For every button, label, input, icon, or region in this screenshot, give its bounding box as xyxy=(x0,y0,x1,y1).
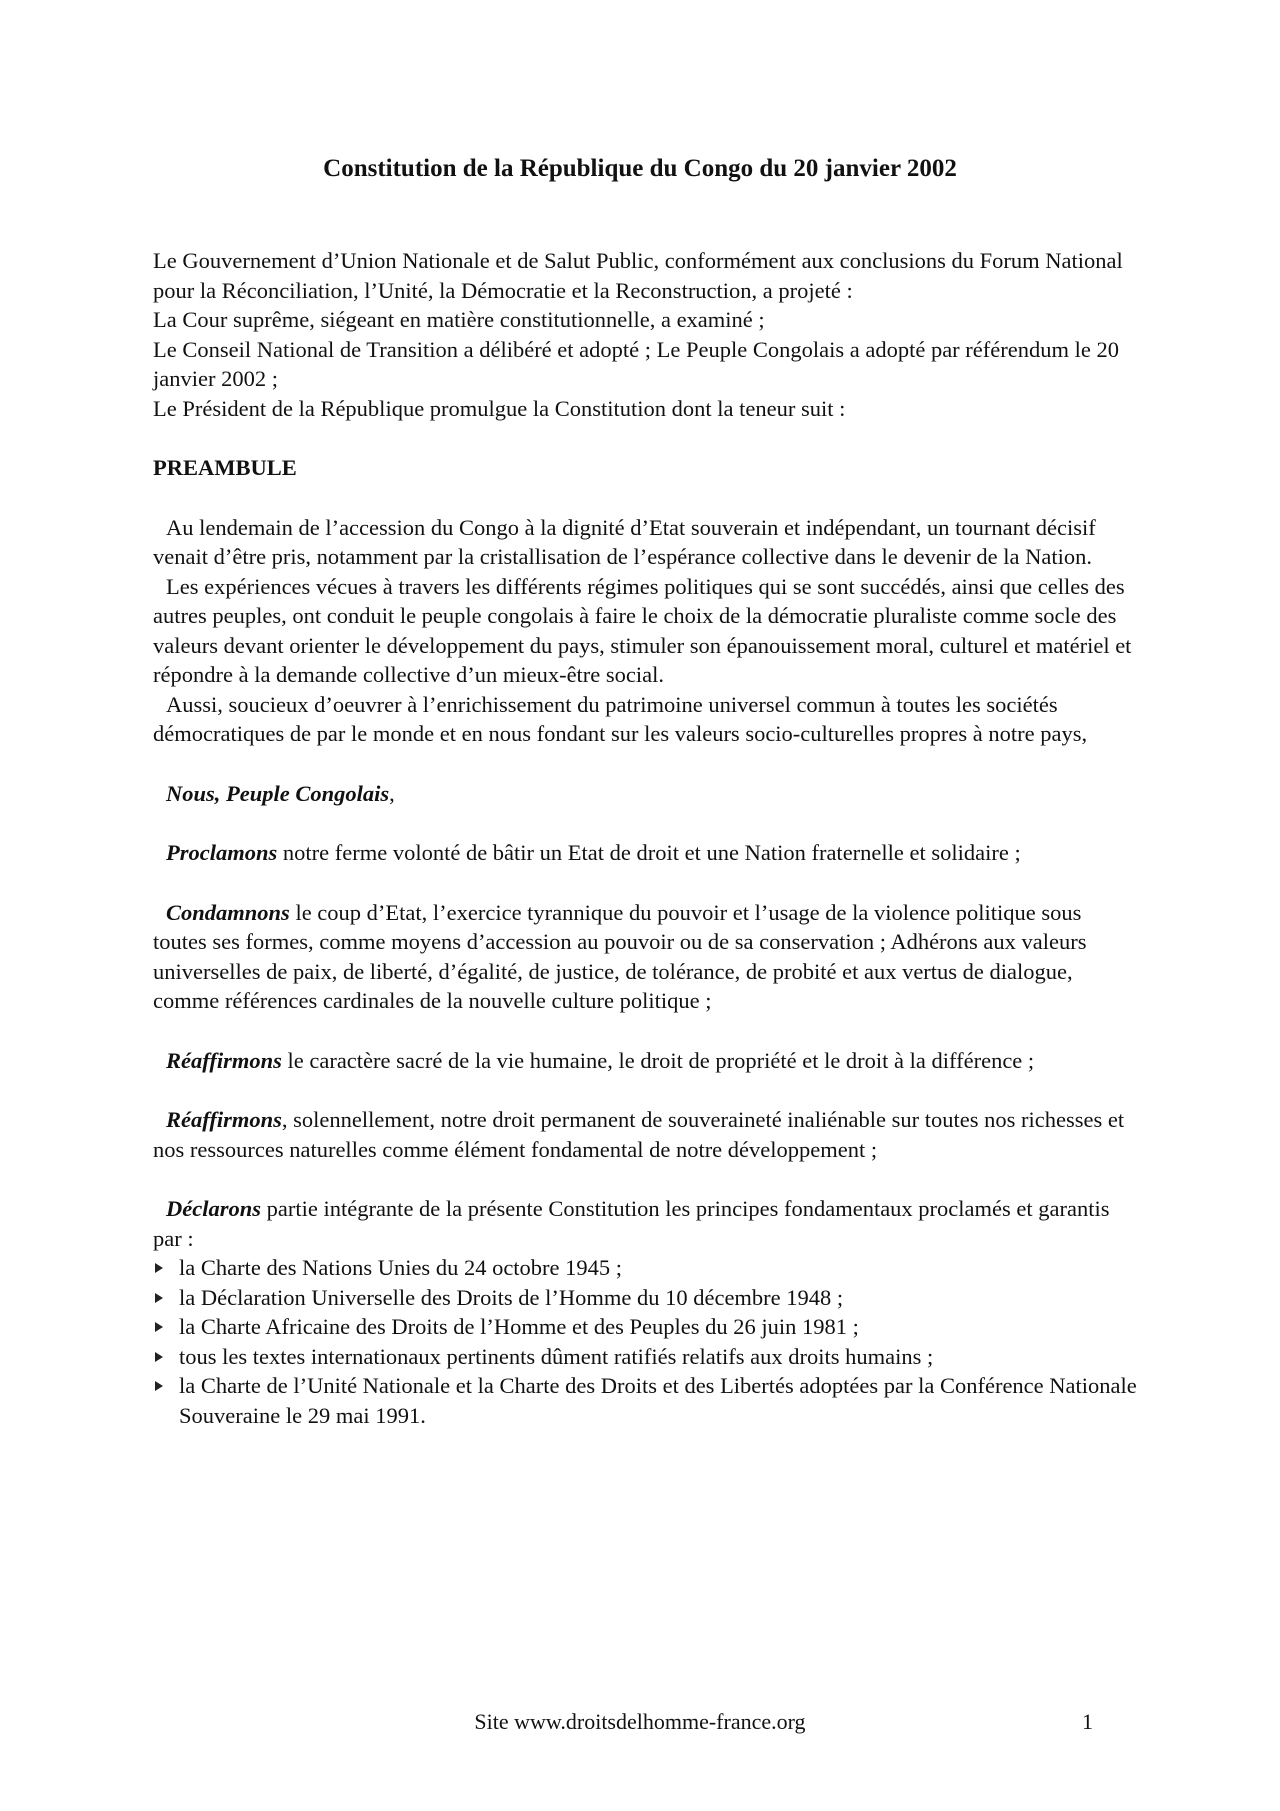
list-item-text: la Charte Africaine des Droits de l’Homme et des Peuples du 26 juin 1981 ; xyxy=(179,1314,859,1339)
nous-line xyxy=(153,779,1138,809)
intro-line: Le Conseil National de Transition a délibéré et adopté ; Le Peuple Congolais a adopté par référendum le 20 janvier 2002 ; xyxy=(153,336,1119,391)
list-item xyxy=(153,1312,1138,1342)
intro-line: Le Gouvernement d’Union Nationale et de Salut Public, conformément aux conclusions du Forum National pour la Réconciliation, l’Unité, la Démocratie et la Reconstruction, a projeté : xyxy=(153,248,1123,303)
triangle-bullet-icon xyxy=(155,1352,163,1362)
preamble-heading: PREAMBULE xyxy=(153,455,297,480)
clause-reaffirmons-2 xyxy=(153,1105,1138,1164)
clause-keyword: Réaffirmons xyxy=(166,1047,282,1073)
intro-line: La Cour suprême, siégeant en matière constitutionnelle, a examiné ; xyxy=(153,307,765,332)
list-item-text: la Charte des Nations Unies du 24 octobre 1945 ; xyxy=(179,1255,623,1280)
triangle-bullet-icon xyxy=(155,1381,163,1391)
preamble-paragraph: Au lendemain de l’accession du Congo à la dignité d’Etat souverain et indépendant, un tournant décisif venait d’être pris, notamment par la cristallisation de l’espérance collective dans le devenir de la Nation. xyxy=(153,514,1096,569)
clause-proclamons xyxy=(153,838,1138,868)
nous-emphasis: Nous, Peuple Congolais xyxy=(166,780,390,806)
triangle-bullet-icon xyxy=(155,1263,163,1273)
document-title: Constitution de la République du Congo du 20 janvier 2002 xyxy=(323,155,957,182)
clause-text: notre ferme volonté de bâtir un Etat de droit et une Nation fraternelle et solidaire ; xyxy=(277,840,1021,865)
clause-keyword: Réaffirmons xyxy=(166,1107,282,1132)
triangle-bullet-icon xyxy=(155,1322,163,1332)
list-item xyxy=(153,1253,1138,1283)
clause-reaffirmons-1 xyxy=(153,1046,1138,1076)
list-item-text: la Charte de l’Unité Nationale et la Charte des Droits et des Libertés adoptées par la Conférence Nationale Souveraine le 29 mai 1991. xyxy=(179,1373,1137,1428)
page-number: 1 xyxy=(1082,1709,1093,1734)
preamble-paragraph: Les expériences vécues à travers les différents régimes politiques qui se sont succédés, ainsi que celles des autres peuples, ont conduit le peuple congolais à faire le choix de la démocratie pluraliste comme socle des valeurs devant orienter le développement du pays, stimuler son épanouissement moral, culturel et matériel et répondre à la demande collective d’un mieux-être social. xyxy=(153,573,1132,687)
list-item-text: tous les textes internationaux pertinents dûment ratifiés relatifs aux droits humains ; xyxy=(179,1343,934,1369)
footer-site: Site www.droitsdelhomme-france.org xyxy=(474,1709,806,1734)
clause-condamnons xyxy=(153,898,1138,1016)
list-item xyxy=(153,1371,1138,1430)
clause-text: partie intégrante de la présente Constitution les principes fondamentaux proclamés et garantis par : xyxy=(153,1196,1110,1251)
clause-keyword: Condamnons xyxy=(166,899,290,925)
clause-text: , solennellement, notre droit permanent de souveraineté inaliénable sur toutes nos richesses et nos ressources naturelles comme élément fondamental de notre développement ; xyxy=(153,1107,1125,1162)
clause-text: le caractère sacré de la vie humaine, le droit de propriété et le droit à la différence ; xyxy=(281,1047,1035,1073)
clause-keyword: Déclarons xyxy=(166,1196,261,1221)
document-body xyxy=(153,246,1138,1430)
list-item xyxy=(153,1283,1138,1313)
list-item xyxy=(153,1342,1138,1372)
triangle-bullet-icon xyxy=(155,1293,163,1303)
clause-keyword: Proclamons xyxy=(166,840,278,865)
preamble-paragraph: Aussi, soucieux d’oeuvrer à l’enrichissement du patrimoine universel commun à toutes les sociétés démocratiques de par le monde et en nous fondant sur les valeurs socio-culturelles propres à notre pays, xyxy=(153,691,1088,746)
clause-declarons xyxy=(153,1194,1138,1253)
nous-rest: , xyxy=(389,780,395,806)
list-item-text: la Déclaration Universelle des Droits de l’Homme du 10 décembre 1948 ; xyxy=(179,1284,844,1310)
clause-text: le coup d’Etat, l’exercice tyrannique du pouvoir et l’usage de la violence politique sous toutes ses formes, comme moyens d’accession au pouvoir ou de sa conservation ; Adhérons aux valeurs universelles de paix, de liberté, d’égalité, de justice, de tolérance, de probité et aux vertus de dialogue, comme références cardinales de la nouvelle culture politique ; xyxy=(153,899,1087,1013)
intro-line: Le Président de la République promulgue la Constitution dont la teneur suit : xyxy=(153,395,846,421)
